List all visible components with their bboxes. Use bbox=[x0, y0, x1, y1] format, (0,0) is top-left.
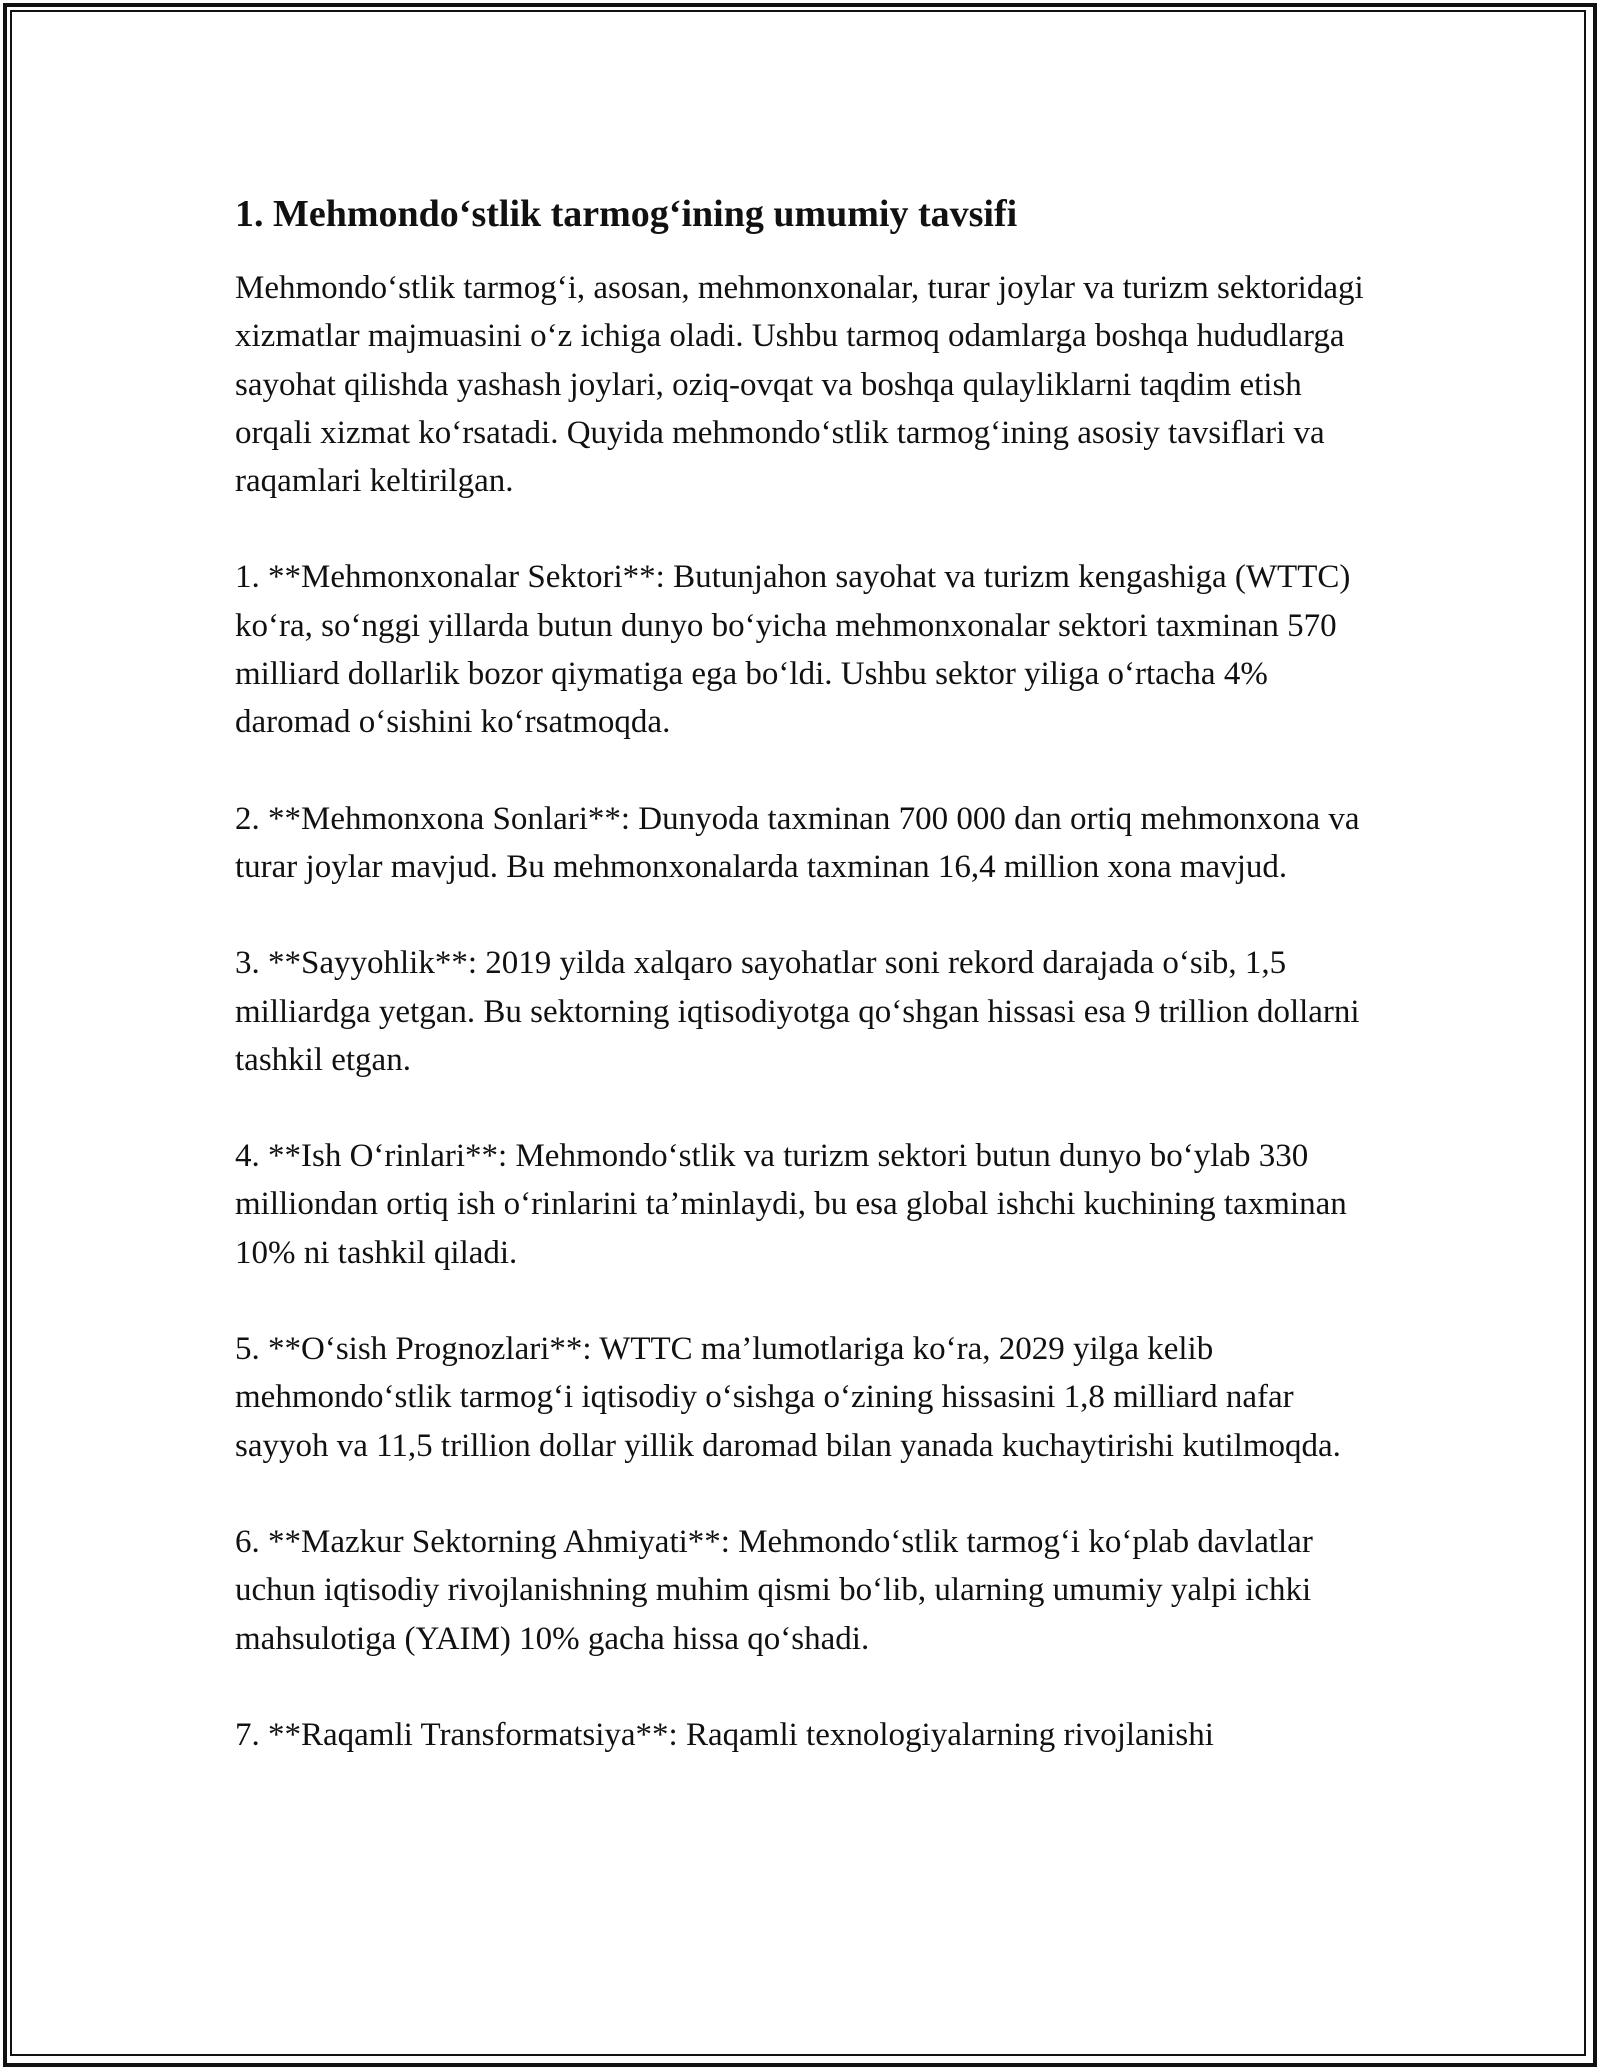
list-item-digital-transformation: 7. **Raqamli Transformatsiya**: Raqamli texnologiyalarning rivojlanishi bbox=[235, 1716, 1214, 1753]
list-item-tourism: 3. **Sayyohlik**: 2019 yilda xalqaro sayohatlar soni rekord darajada o‘sib, 1,5 milliardga yetgan. Bu sektorning iqtisodiyotga qo‘shgan hissasi esa 9 trillion dollarni tashkil etgan. bbox=[235, 945, 1360, 1078]
list-item-growth-forecasts: 5. **O‘sish Prognozlari**: WTTC ma’lumotlariga ko‘ra, 2029 yilga kelib mehmondo‘stlik tarmog‘i iqtisodiy o‘sishga o‘zining hissasini 1,8 milliard nafar sayyoh va 11,5 trillion dollar yillik daromad bilan yanada kuchaytirishi kutilmoqda. bbox=[235, 1331, 1341, 1464]
intro-paragraph: Mehmondo‘stlik tarmog‘i, asosan, mehmonxonalar, turar joylar va turizm sektoridagi xizmatlar majmuasini o‘z ichiga oladi. Ushbu tarmoq odamlarga boshqa hududlarga sayohat qilishda yashash joylari, oziq-ovqat va boshqa qulayliklarni taqdim etish orqali xizmat ko‘rsatadi. Quyida mehmondo‘stlik tarmog‘ining asosiy tavsiflari va raqamlari keltirilgan. bbox=[235, 270, 1364, 500]
list-item-sector-importance: 6. **Mazkur Sektorning Ahmiyati**: Mehmondo‘stlik tarmog‘i ko‘plab davlatlar uchun iqtisodiy rivojlanishning muhim qismi bo‘lib, ularning umumiy yalpi ichki mahsulotiga (YAIM) 10% gacha hissa qo‘shadi. bbox=[235, 1523, 1313, 1657]
list-item-jobs: 4. **Ish O‘rinlari**: Mehmondo‘stlik va turizm sektori butun dunyo bo‘ylab 330 milliondan ortiq ish o‘rinlarini ta’minlaydi, bu esa global ishchi kuchining taxminan 10% ni tashkil qiladi. bbox=[235, 1138, 1347, 1271]
list-item-hotel-numbers: 2. **Mehmonxona Sonlari**: Dunyoda taxminan 700 000 dan ortiq mehmonxona va turar joylar mavjud. Bu mehmonxonalarda taxminan 16,4 million xona mavjud. bbox=[235, 800, 1360, 885]
document-body bbox=[235, 186, 1385, 1807]
list-item-hotel-sector: 1. **Mehmonxonalar Sektori**: Butunjahon sayohat va turizm kengashiga (WTTC) ko‘ra, so‘nggi yillarda butun dunyo bo‘yicha mehmonxonalar sektori taxminan 570 milliard dollarlik bozor qiymatiga ega bo‘ldi. Ushbu sektor yiliga o‘rtacha 4% daromad o‘sishini ko‘rsatmoqda. bbox=[235, 559, 1351, 741]
section-heading: 1. Mehmondo‘stlik tarmog‘ining umumiy tavsifi bbox=[235, 193, 1018, 235]
